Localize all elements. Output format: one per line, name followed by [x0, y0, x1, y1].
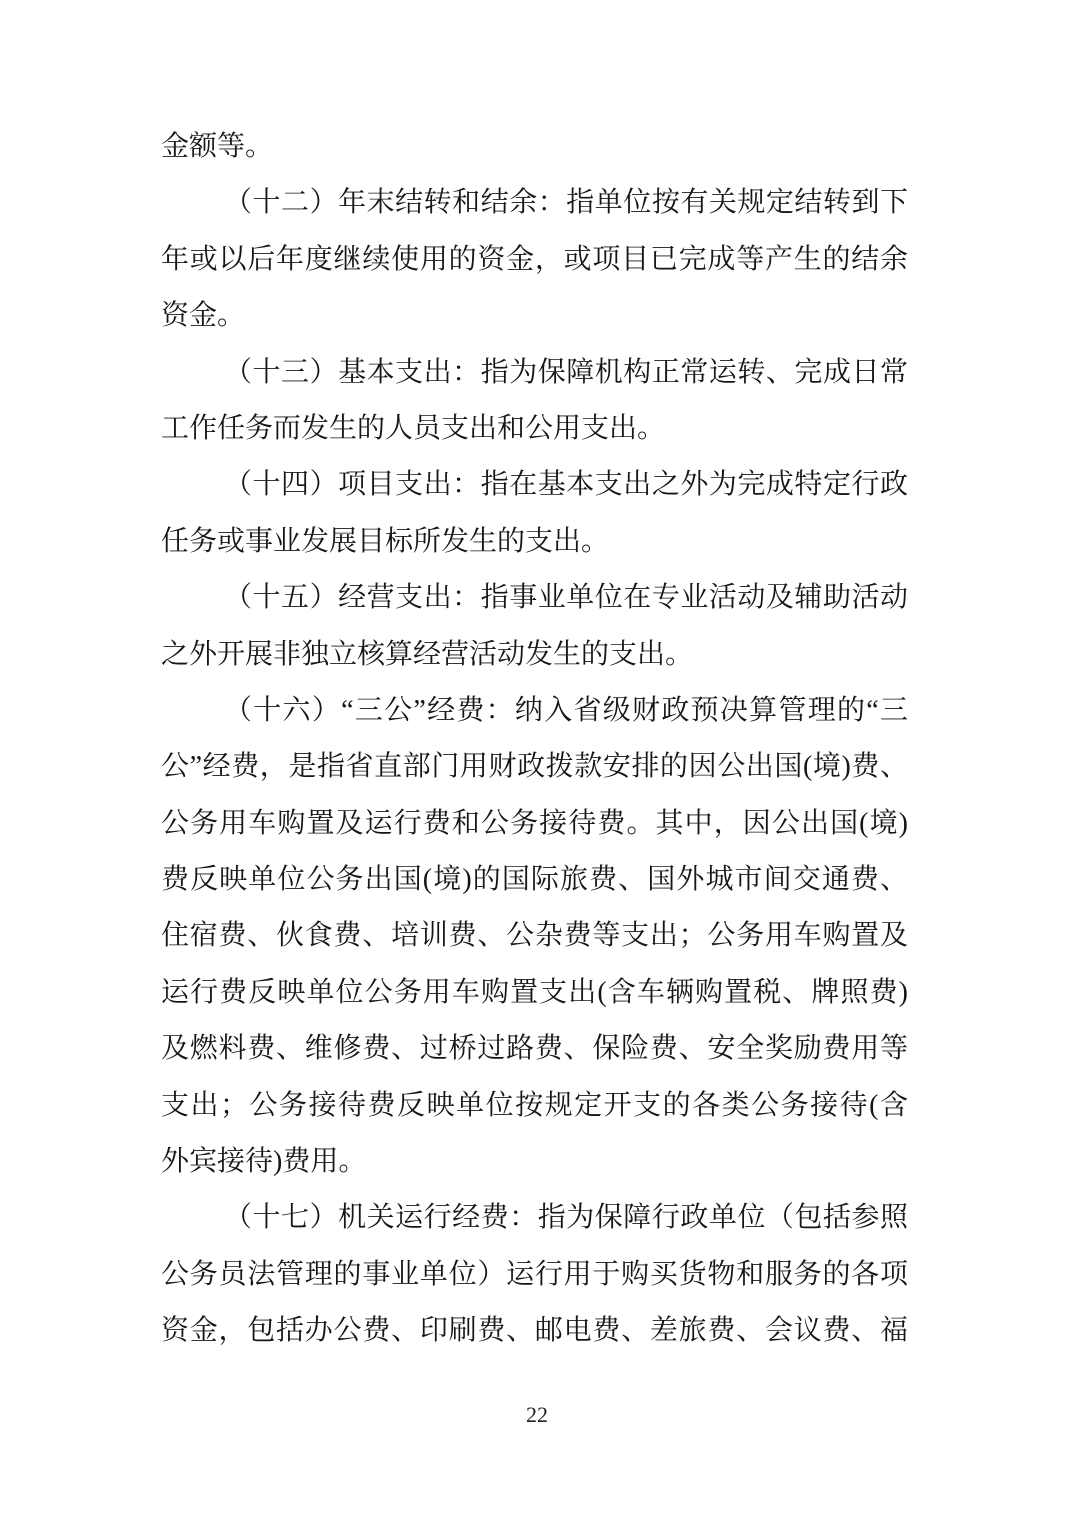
- text-line: 住宿费、伙食费、培训费、公杂费等支出；公务用车购置及: [161, 920, 908, 952]
- text-line: 资金，包括办公费、印刷费、邮电费、差旅费、会议费、福: [161, 1315, 908, 1347]
- text-line: （十五）经营支出：指事业单位在专业活动及辅助活动: [224, 582, 908, 614]
- text-line: 公”经费，是指省直部门用财政拨款安排的因公出国(境)费、: [161, 751, 908, 783]
- text-line: 公务用车购置及运行费和公务接待费。其中，因公出国(境): [161, 807, 908, 839]
- text-line: （十六）“三公”经费：纳入省级财政预决算管理的“三: [224, 694, 908, 726]
- text-line: 资金。: [161, 300, 246, 332]
- text-line: 年或以后年度继续使用的资金，或项目已完成等产生的结余: [161, 243, 908, 275]
- text-line: 费反映单位公务出国(境)的国际旅费、国外城市间交通费、: [161, 864, 908, 896]
- text-line: （十四）项目支出：指在基本支出之外为完成特定行政: [224, 469, 908, 501]
- text-line: 外宾接待)费用。: [161, 1146, 367, 1178]
- text-line: （十二）年末结转和结余：指单位按有关规定结转到下: [224, 187, 908, 219]
- text-line: 金额等。: [161, 131, 274, 162]
- text-line: 运行费反映单位公务用车购置支出(含车辆购置税、牌照费): [161, 976, 908, 1008]
- text-line: （十七）机关运行经费：指为保障行政单位（包括参照: [224, 1202, 908, 1234]
- page-number: 22: [526, 1402, 548, 1427]
- text-line: 及燃料费、维修费、过桥过路费、保险费、安全奖励费用等: [161, 1033, 908, 1065]
- text-line: 任务或事业发展目标所发生的支出。: [161, 525, 610, 557]
- text-line: 公务员法管理的事业单位）运行用于购买货物和服务的各项: [161, 1258, 908, 1290]
- text-line: 支出；公务接待费反映单位按规定开支的各类公务接待(含: [161, 1089, 908, 1121]
- text-line: 工作任务而发生的人员支出和公用支出。: [161, 412, 666, 444]
- text-line: 之外开展非独立核算经营活动发生的支出。: [161, 638, 694, 670]
- text-block: [161, 119, 908, 1360]
- text-line: （十三）基本支出：指为保障机构正常运转、完成日常: [224, 356, 908, 388]
